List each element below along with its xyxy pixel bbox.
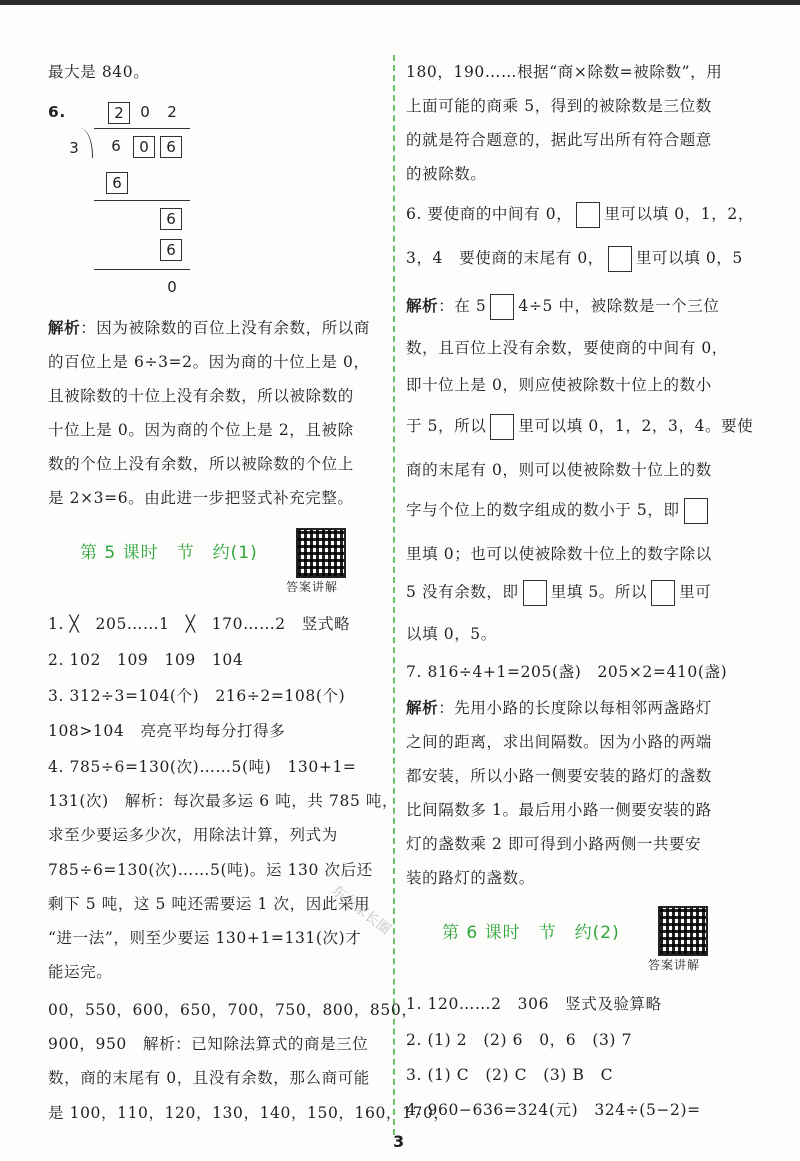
answer-line: 900，950 解析：已知除法算式的商是三位: [48, 1035, 369, 1053]
blank-box: [576, 202, 600, 228]
analysis-line: 解析：在 5 4÷5 中，被除数是一个三位: [406, 294, 719, 320]
dividend-digit: 6: [160, 136, 182, 158]
analysis-label: 解析: [406, 297, 439, 315]
subtraction-line: [94, 269, 190, 270]
analysis-line: 里填 0；也可以使被除数十位上的数字除以: [406, 545, 712, 563]
text-line: 的被除数。: [406, 165, 487, 183]
qr-caption: 答案讲解: [648, 958, 701, 972]
answer-line: 4. 785÷6=130(次)……5(吨) 130+1=: [48, 758, 357, 776]
analysis-line: 之间的距离，求出间隔数。因为小路的两端: [406, 733, 712, 751]
blank-box: [523, 580, 547, 606]
quotient-digit: 2: [108, 102, 130, 124]
analysis-line: 且被除数的十位上没有余数，所以被除数的: [48, 387, 354, 405]
answer-line: 剩下 5 吨，这 5 吨还需要运 1 次，因此采用: [48, 895, 371, 913]
analysis-line: 都安装，所以小路一侧要安装的路灯的盏数: [406, 767, 712, 785]
analysis-line: 解析：先用小路的长度除以每相邻两盏路灯: [406, 699, 712, 717]
analysis-line: 灯的盏数乘 2 即可得到小路两侧一共要安: [406, 835, 702, 853]
divisor: 3: [69, 139, 79, 157]
text-line: 最大是 840。: [48, 63, 150, 81]
quotient-digit: 0: [140, 103, 150, 121]
dividend-digit: 6: [111, 137, 121, 155]
analysis-line: 的百位上是 6÷3=2。因为商的十位上是 0，: [48, 353, 370, 371]
question-number: 6.: [48, 103, 66, 121]
answer-line: 求至少要运多少次，用除法计算，列式为: [48, 826, 338, 844]
answer-line: 7. 816÷4+1=205(盏) 205×2=410(盏): [406, 663, 728, 681]
answer-line: 3. 312÷3=104(个) 216÷2=108(个): [48, 687, 346, 705]
blank-box: [608, 246, 632, 272]
blank-box: [490, 294, 514, 320]
answer-line: 785÷6=130(次)……5(吨)。运 130 次后还: [48, 861, 373, 879]
division-bar: [94, 128, 190, 129]
analysis-label: 解析: [406, 699, 439, 717]
analysis-line: 商的末尾有 0，则可以使被除数十位上的数: [406, 461, 712, 479]
watermark: 东东家长圈: [328, 882, 394, 939]
text-line: 180，190……根据“商×除数=被除数”，用: [406, 63, 723, 81]
answer-line: 2. (1) 2 (2) 6 0，6 (3) 7: [406, 1031, 633, 1049]
answer-line: 131(次) 解析：每次最多运 6 吨，共 785 吨，: [48, 792, 399, 810]
step-value: 6: [106, 172, 128, 194]
answer-line: 数，商的末尾有 0，且没有余数，那么商可能: [48, 1069, 370, 1087]
analysis-line: 即十位上是 0，则应使被除数十位上的数小: [406, 376, 712, 394]
analysis-line: 解析：因为被除数的百位上没有余数，所以商: [48, 319, 371, 337]
analysis-line: 以填 0，5。: [406, 625, 497, 643]
analysis-line: 比间隔数多 1。最后用小路一侧要安装的路: [406, 801, 712, 819]
division-bracket: [80, 128, 93, 158]
answer-line: “进一法”，则至少要运 130+1=131(次)才: [48, 929, 362, 947]
analysis-line: 数的个位上没有余数，所以被除数的个位上: [48, 455, 354, 473]
answer-line: 是 100，110，120，130，140，150，160，170，: [48, 1104, 450, 1122]
remainder: 0: [167, 278, 177, 296]
section-title: 第 6 课时 节 约(2): [442, 923, 620, 943]
blank-box: [490, 414, 514, 440]
analysis-line: 十位上是 0。因为商的个位上是 2，且被除: [48, 421, 354, 439]
quotient-digit: 2: [167, 103, 177, 121]
qr-code-icon[interactable]: [296, 528, 346, 578]
analysis-label: 解析: [48, 319, 81, 337]
analysis-line: 字与个位上的数字组成的数小于 5，即: [406, 498, 712, 524]
analysis-line: 数，且百位上没有余数，要使商的中间有 0，: [406, 339, 728, 357]
page-number: 3: [393, 1132, 405, 1151]
answer-line: 4. 960−636=324(元) 324÷(5−2)=: [406, 1101, 701, 1119]
analysis-line: 是 2×3=6。由此进一步把竖式补充完整。: [48, 489, 354, 507]
column-divider: [393, 55, 395, 1135]
qr-caption: 答案讲解: [286, 580, 339, 594]
subtraction-line: [94, 200, 190, 201]
answer-line: 能运完。: [48, 963, 113, 981]
answer-line: 00，550，600，650，700，750，800，850，: [48, 1001, 418, 1019]
text-line: 的就是符合题意的，据此写出所有符合题意: [406, 131, 712, 149]
vertical-division: [48, 96, 348, 326]
dividend-digit: 0: [133, 136, 155, 158]
page-top-edge: [0, 0, 800, 5]
qr-code-icon[interactable]: [658, 906, 708, 956]
blank-box: [684, 498, 708, 524]
answer-line: 108>104 亮亮平均每分打得多: [48, 722, 286, 740]
blank-box: [651, 580, 675, 606]
answer-line: 2. 102 109 109 104: [48, 651, 244, 669]
analysis-line: 于 5，所以 里可以填 0，1，2，3，4。要使: [406, 414, 753, 440]
section-title: 第 5 课时 节 约(1): [80, 543, 258, 563]
analysis-line: 装的路灯的盏数。: [406, 869, 535, 887]
analysis-line: 5 没有余数，即 里填 5。所以 里可: [406, 580, 711, 606]
answer-line: 1. ╳ 205……1 ╳ 170……2 竖式略: [48, 615, 351, 633]
answer-line: 3. (1) C (2) C (3) B C: [406, 1066, 614, 1084]
answer-line: 1. 120……2 306 竖式及验算略: [406, 995, 662, 1013]
step-value: 6: [160, 239, 182, 261]
answer-line: 3，4 要使商的末尾有 0， 里可以填 0，5: [406, 246, 743, 272]
answer-line: 6. 要使商的中间有 0， 里可以填 0，1，2，: [406, 202, 754, 228]
text-line: 上面可能的商乘 5，得到的被除数是三位数: [406, 97, 712, 115]
step-value: 6: [160, 208, 182, 230]
